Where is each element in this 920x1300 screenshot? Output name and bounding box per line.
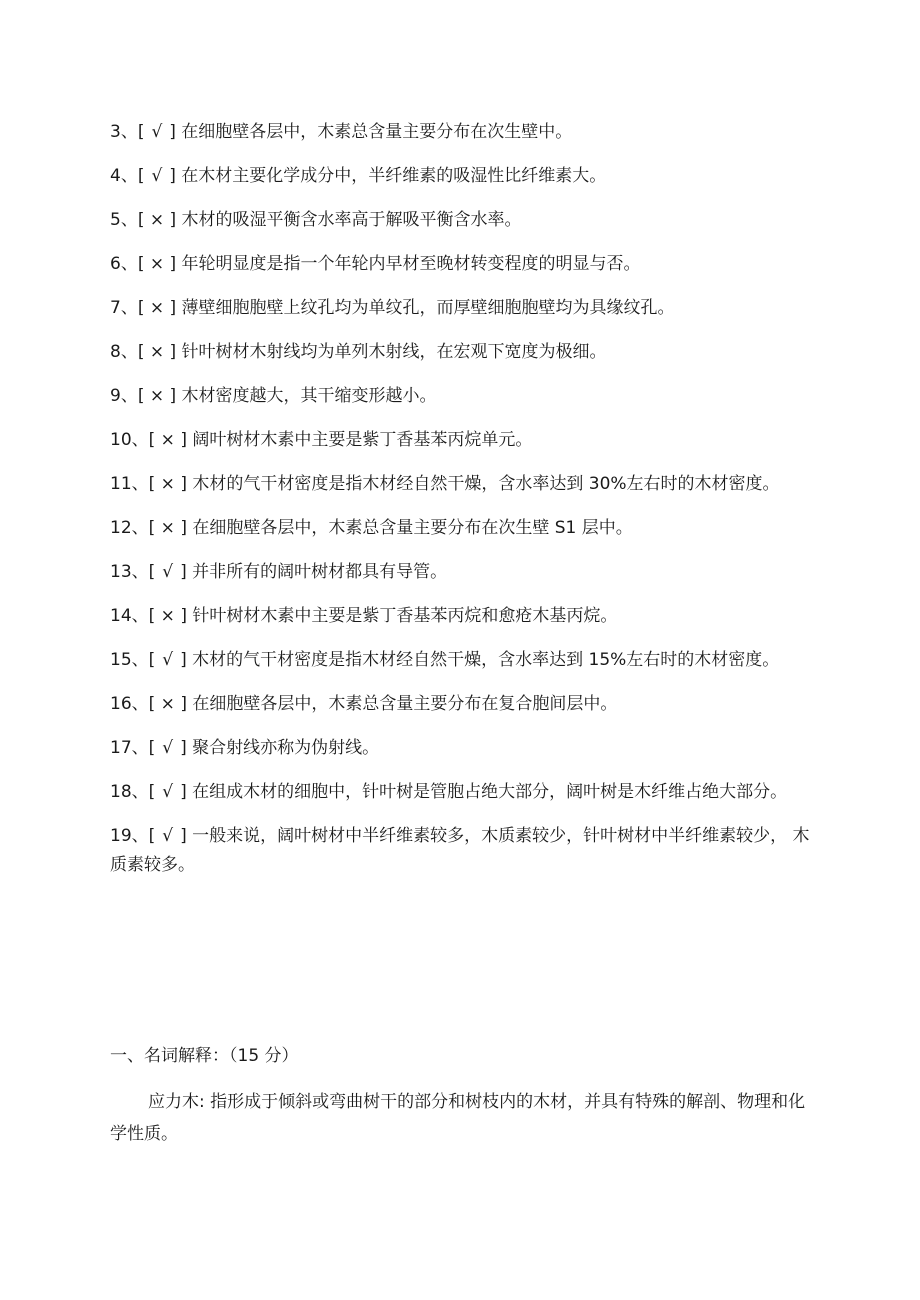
- item-text: ] 木材密度越大，其干缩变形越小。: [169, 386, 437, 406]
- answer-mark: ×: [149, 210, 165, 230]
- answer-mark: ×: [160, 430, 175, 450]
- list-item: [110, 294, 810, 323]
- answer-mark: √: [151, 122, 163, 142]
- item-text: ] 一般来说，阔叶树材中半纤维素较多，木质素较少，针叶树材中半纤维素较少， 木质素较多。: [110, 826, 810, 875]
- item-text: ] 在细胞壁各层中，木素总含量主要分布在次生壁 S1 层中。: [180, 518, 633, 538]
- answer-mark: ×: [160, 606, 175, 626]
- item-number: 15、[: [110, 650, 156, 670]
- list-item: [110, 426, 810, 455]
- answer-mark: ×: [160, 518, 175, 538]
- answer-mark: √: [151, 166, 163, 186]
- list-item: [110, 206, 810, 235]
- item-number: 13、[: [110, 562, 156, 582]
- section-heading: 一、名词解释：（15 分）: [110, 1046, 299, 1066]
- item-number: 9、[: [110, 386, 145, 406]
- list-item: [110, 162, 810, 191]
- item-number: 10、[: [110, 430, 156, 450]
- item-number: 7、[: [110, 298, 145, 318]
- list-item: [110, 470, 810, 499]
- item-text: ] 在细胞壁各层中，木素总含量主要分布在复合胞间层中。: [180, 694, 618, 714]
- item-text: ] 木材的吸湿平衡含水率高于解吸平衡含水率。: [169, 210, 522, 230]
- item-text: ] 薄壁细胞胞壁上纹孔均为单纹孔，而厚壁细胞胞壁均为具缘纹孔。: [169, 298, 675, 318]
- list-item: [110, 558, 810, 587]
- answer-mark: √: [162, 738, 174, 758]
- item-number: 14、[: [110, 606, 156, 626]
- list-item: [110, 338, 810, 367]
- list-item: [110, 602, 810, 631]
- list-item: [110, 250, 810, 279]
- definition-paragraph: 应力木: 指形成于倾斜或弯曲树干的部分和树枝内的木材，并具有特殊的解剖、物理和化学性质。: [110, 1092, 806, 1144]
- answer-mark: ×: [149, 254, 165, 274]
- answer-mark: ×: [149, 342, 165, 362]
- item-number: 5、[: [110, 210, 145, 230]
- item-text: ] 阔叶树材木素中主要是紫丁香基苯丙烷单元。: [180, 430, 533, 450]
- item-number: 17、[: [110, 738, 156, 758]
- list-item: [110, 382, 810, 411]
- item-number: 6、[: [110, 254, 145, 274]
- item-text: ] 聚合射线亦称为伪射线。: [180, 738, 380, 758]
- item-text: ] 针叶树材木射线均为单列木射线，在宏观下宽度为极细。: [169, 342, 607, 362]
- answer-mark: ×: [149, 386, 165, 406]
- item-text: ] 木材的气干材密度是指木材经自然干燥，含水率达到 30%左右时的木材密度。: [180, 474, 780, 494]
- answer-mark: √: [162, 826, 174, 846]
- item-text: ] 并非所有的阔叶树材都具有导管。: [180, 562, 448, 582]
- list-item: [110, 690, 810, 719]
- item-text: ] 年轮明显度是指一个年轮内早材至晚材转变程度的明显与否。: [169, 254, 641, 274]
- item-number: 19、[: [110, 826, 156, 846]
- item-text: ] 在组成木材的细胞中，针叶树是管胞占绝大部分，阔叶树是木纤维占绝大部分。: [180, 782, 788, 802]
- item-text: ] 在木材主要化学成分中，半纤维素的吸湿性比纤维素大。: [169, 166, 607, 186]
- answer-mark: ×: [160, 694, 175, 714]
- list-item: [110, 514, 810, 543]
- list-item: [110, 822, 810, 880]
- item-number: 11、[: [110, 474, 156, 494]
- item-text: ] 在细胞壁各层中，木素总含量主要分布在次生壁中。: [169, 122, 573, 142]
- item-text: ] 针叶树材木素中主要是紫丁香基苯丙烷和愈疮木基丙烷。: [180, 606, 618, 626]
- answer-mark: ×: [160, 474, 175, 494]
- list-item: [110, 118, 810, 147]
- item-number: 18、[: [110, 782, 156, 802]
- answer-mark: √: [162, 782, 174, 802]
- list-item: [110, 778, 810, 807]
- item-number: 3、[: [110, 122, 145, 142]
- item-number: 12、[: [110, 518, 156, 538]
- item-number: 16、[: [110, 694, 156, 714]
- list-item: [110, 646, 810, 675]
- item-number: 4、[: [110, 166, 145, 186]
- item-text: ] 木材的气干材密度是指木材经自然干燥，含水率达到 15%左右时的木材密度。: [180, 650, 780, 670]
- answer-mark: √: [162, 650, 174, 670]
- item-number: 8、[: [110, 342, 145, 362]
- true-false-list: [110, 118, 810, 895]
- answer-mark: ×: [149, 298, 165, 318]
- answer-mark: √: [162, 562, 174, 582]
- list-item: [110, 734, 810, 763]
